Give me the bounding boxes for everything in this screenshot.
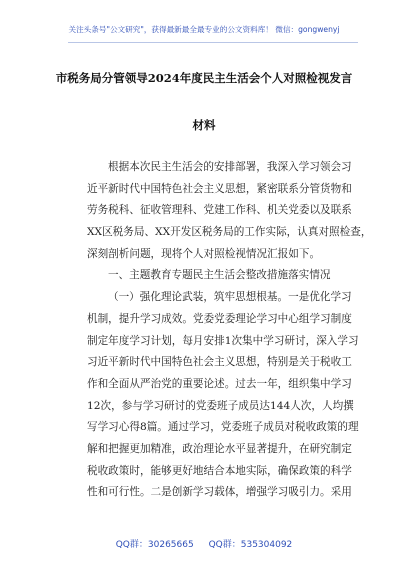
body-line: （一）强化理论武装，筑牢思想根基。一是优化学习 <box>108 291 352 304</box>
body-line: XX区税务局、XX开发区税务局的工作实际，认真对照检查， <box>87 226 372 239</box>
body-line: 劳务税科、征收管理科、党建工作科、机关党委以及联系 <box>87 204 352 217</box>
body-line: 近平新时代中国特色社会主义思想，紧密联系分管货物和 <box>87 182 352 195</box>
body-line: 作和全面从严治党的重要论述。过去一年，组织集中学习 <box>87 377 352 390</box>
body-line: 习近平新时代中国特色社会主义思想，特别是关于税收工 <box>87 356 352 369</box>
document-body <box>87 157 372 504</box>
footer-contact <box>0 537 408 550</box>
body-line: 深刻剖析问题，现将个人对照检视情况汇报如下。 <box>87 247 321 260</box>
document-title-line-1: 市税务局分管领导2024年度民主生活会个人对照检视发言 <box>55 71 353 85</box>
body-line: 根据本次民主生活会的安排部署，我深入学习领会习 <box>108 161 352 173</box>
body-line: 写学习心得8篇。通过学习，党委班子成员对税收政策的理 <box>87 421 359 434</box>
body-line: 12次，参与学习研讨的党委班子成员达144人次，人均撰 <box>87 399 354 412</box>
header-divider <box>68 42 358 43</box>
section-heading: 一、主题教育专题民主生活会整改措施落实情况 <box>108 269 331 282</box>
body-line: 机制，提升学习成效。党委党委理论学习中心组学习制度 <box>87 312 352 325</box>
document-title-line-2: 材料 <box>192 118 216 132</box>
body-line: 制定年度学习计划，每月安排1次集中学习研讨，深入学习 <box>87 334 359 347</box>
body-line: 税收政策时，能够更好地结合本地实际，确保政策的科学 <box>87 464 352 477</box>
body-line: 解和把握更加精准，政治理论水平显著提升，在研究制定 <box>87 442 352 455</box>
header-banner: 关注头条号"公文研究"，获得最新最全最专业的公文资料库！ 微信：gongwenyj <box>68 25 340 34</box>
body-line: 性和可行性。二是创新学习载体，增强学习吸引力。采用 <box>87 486 352 499</box>
footer-qq-group-1: QQ群：30265665 <box>115 540 194 550</box>
footer-qq-group-2: QQ群：535304092 <box>208 540 293 550</box>
